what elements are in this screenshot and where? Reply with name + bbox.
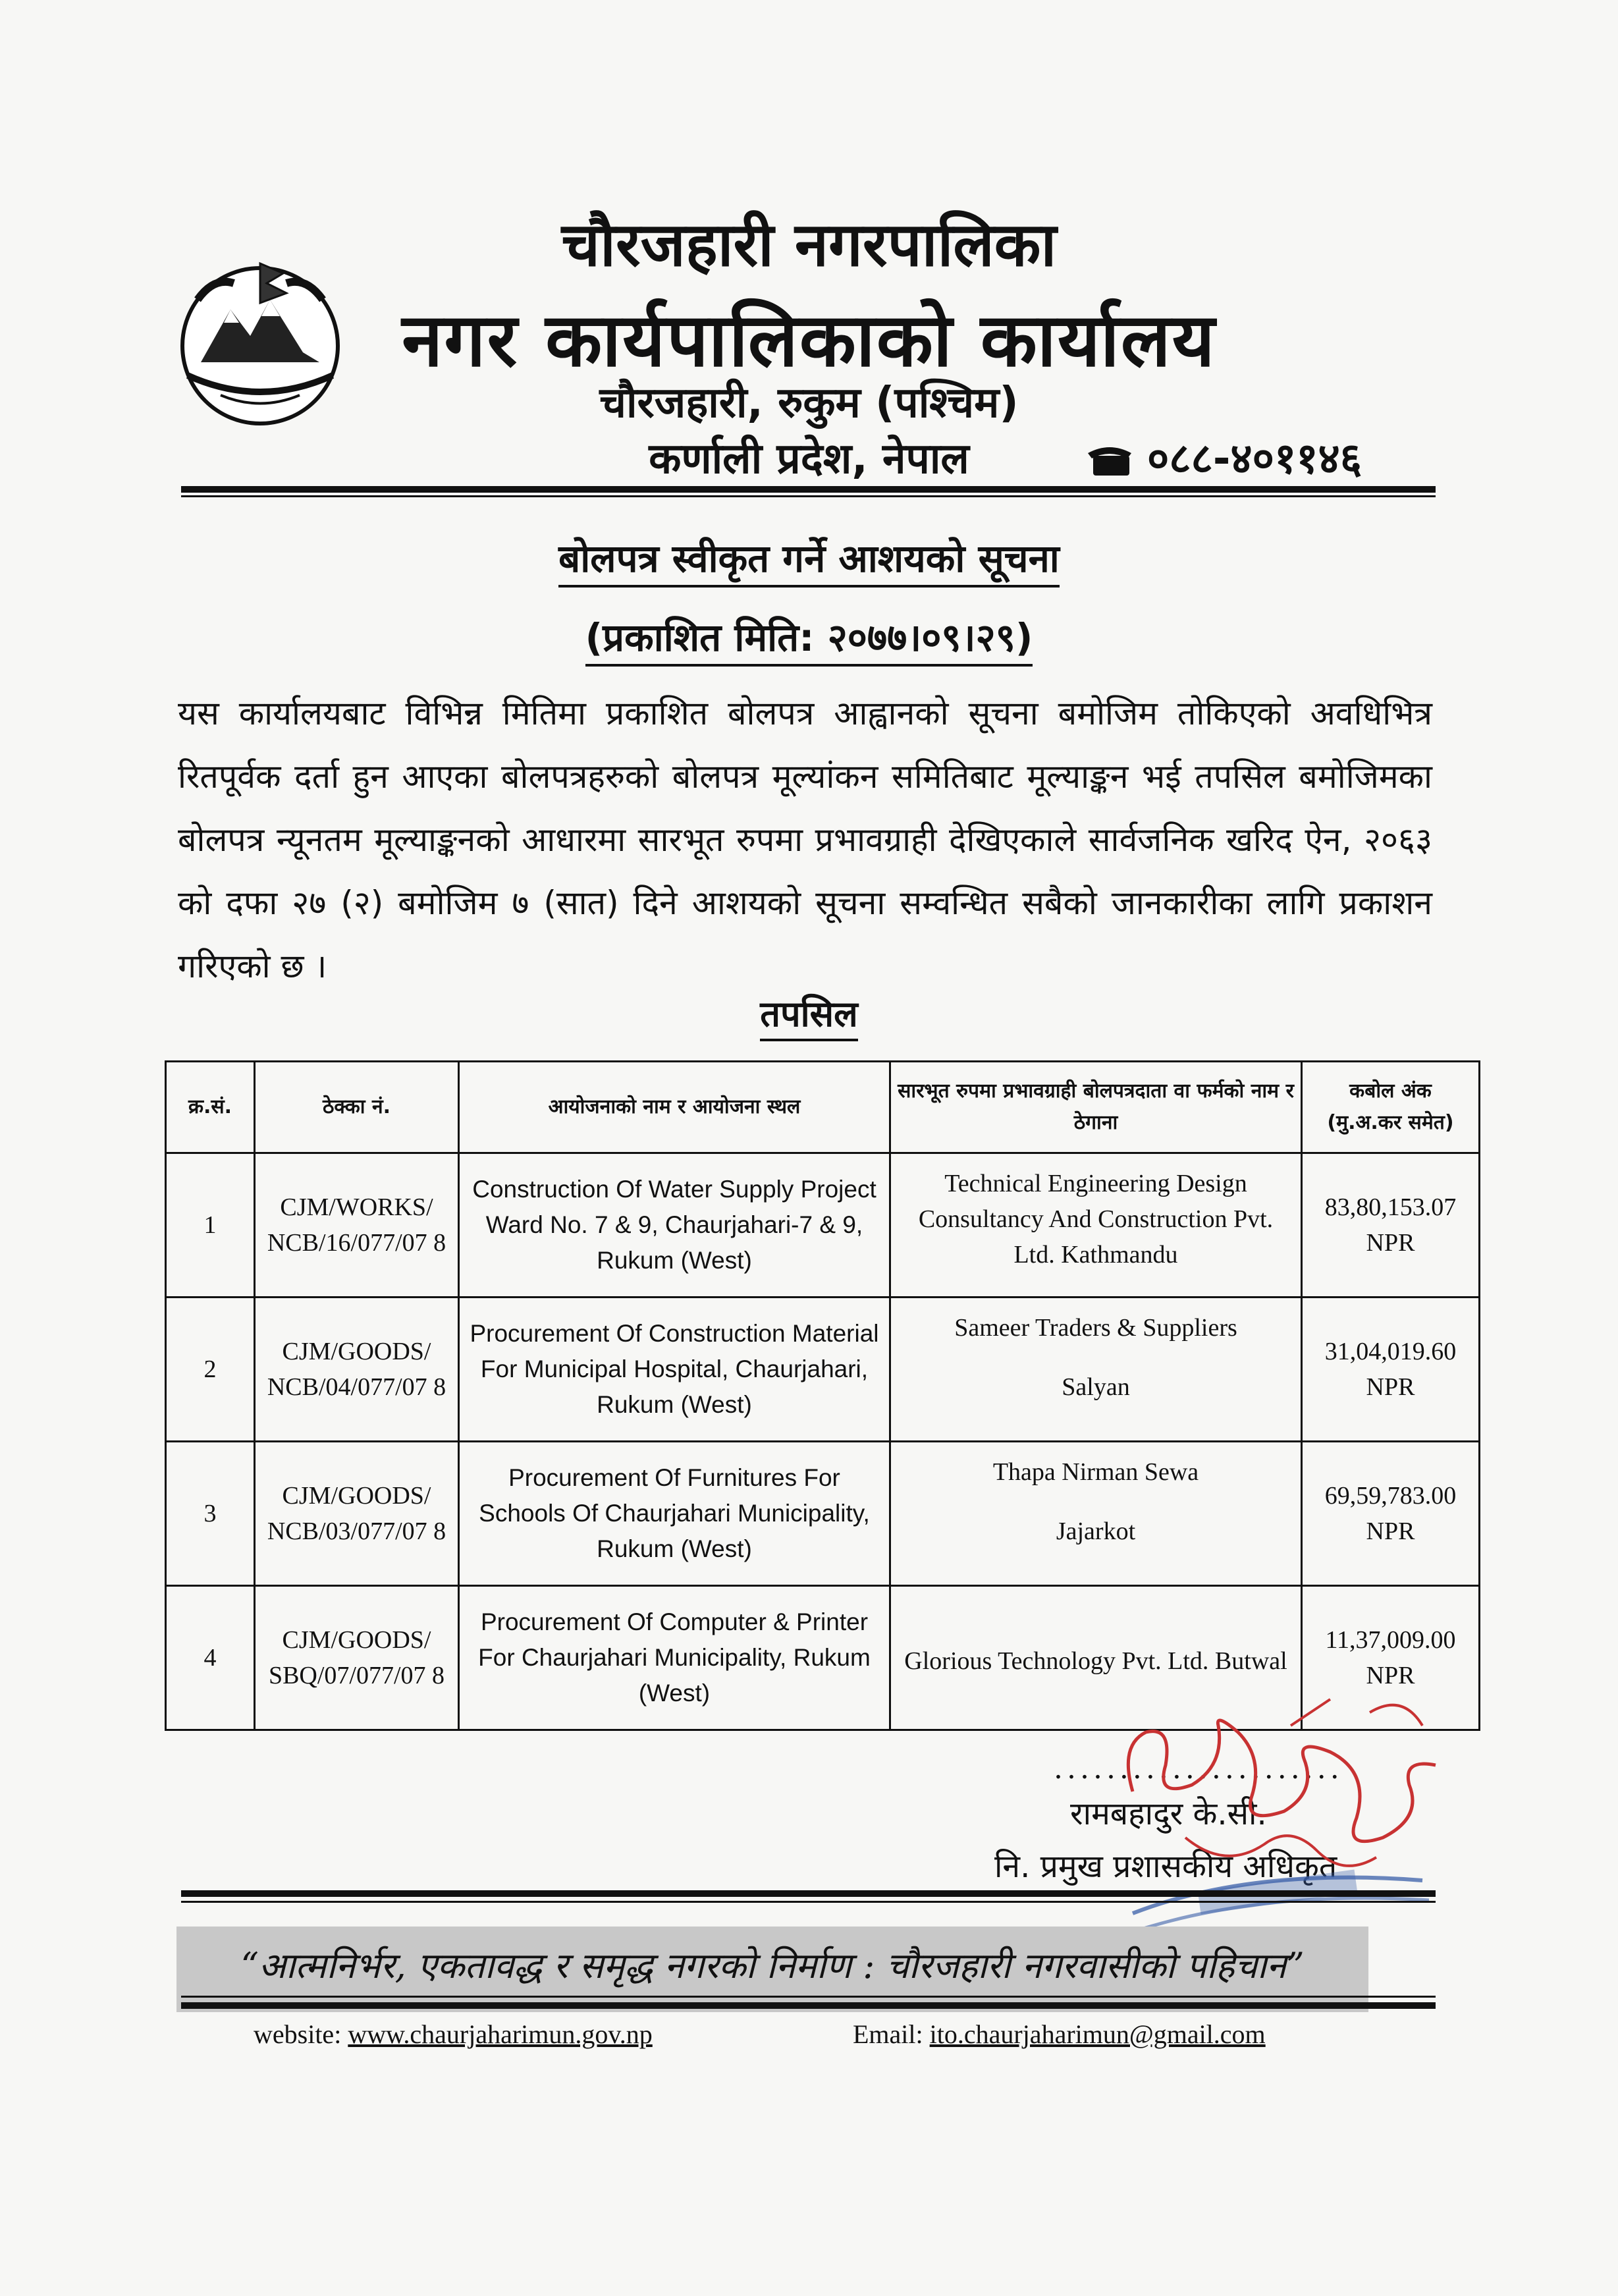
website-label: website: bbox=[254, 2019, 342, 2049]
amount-value: 69,59,783.00 bbox=[1324, 1482, 1457, 1510]
website-link[interactable]: www.chaurjaharimun.gov.np bbox=[348, 2019, 653, 2049]
table-row bbox=[166, 1153, 1480, 1298]
published-date: (प्रकाशित मिति: २०७७।०९।२९) bbox=[0, 610, 1618, 662]
cell-amount bbox=[1302, 1298, 1480, 1442]
header-bidder: सारभूत रुपमा प्रभावग्राही बोलपत्रदाता वा फर्मको नाम र ठेगाना bbox=[890, 1062, 1302, 1153]
cell-project: Procurement Of Furnitures For Schools Of Chaurjahari Municipality, Rukum (West) bbox=[459, 1442, 890, 1586]
cell-amount bbox=[1302, 1442, 1480, 1586]
header-rule-thin bbox=[181, 495, 1436, 497]
amount-value: 83,80,153.07 bbox=[1324, 1193, 1457, 1221]
phone-number-text: ०८८-४०११४६ bbox=[1147, 435, 1362, 483]
header-rule-thick bbox=[181, 486, 1436, 493]
amount-currency: NPR bbox=[1366, 1373, 1415, 1401]
office-location-line2: कर्णाली प्रदेश, नेपाल bbox=[649, 435, 969, 483]
notice-title: बोलपत्र स्वीकृत गर्ने आशयको सूचना bbox=[0, 531, 1618, 583]
cell-contract-no: CJM/GOODS/ NCB/04/077/07 8 bbox=[255, 1298, 459, 1442]
cell-contract-no: CJM/GOODS/ NCB/03/077/07 8 bbox=[255, 1442, 459, 1586]
bidder-name: Technical Engineering Design Consultancy And Construction Pvt. Ltd. Kathmandu bbox=[918, 1170, 1274, 1269]
signer-name: रामबहादुर के.सी. bbox=[1070, 1795, 1267, 1832]
footer-rule-thick-top bbox=[181, 1890, 1436, 1897]
amount-currency: NPR bbox=[1366, 1662, 1415, 1689]
phone-number bbox=[1087, 428, 1362, 485]
cell-project: Construction Of Water Supply Project Ward No. 7 & 9, Chaurjahari-7 & 9, Rukum (West) bbox=[459, 1153, 890, 1298]
email-label: Email: bbox=[853, 2019, 923, 2049]
table-row bbox=[166, 1298, 1480, 1442]
telephone-icon bbox=[1087, 444, 1133, 478]
cell-bidder bbox=[890, 1153, 1302, 1298]
header-project: आयोजनाको नाम र आयोजना स्थल bbox=[459, 1062, 890, 1153]
cell-bidder bbox=[890, 1298, 1302, 1442]
table-header-row bbox=[166, 1062, 1480, 1153]
signature-dots: ...................... bbox=[1054, 1752, 1343, 1786]
cell-sn: 1 bbox=[166, 1153, 255, 1298]
cell-project: Procurement Of Construction Material For Municipal Hospital, Chaurjahari, Rukum (West) bbox=[459, 1298, 890, 1442]
cell-contract-no: CJM/GOODS/ SBQ/07/077/07 8 bbox=[255, 1586, 459, 1730]
amount-currency: NPR bbox=[1366, 1517, 1415, 1545]
office-location-line1: चौरजहारी, रुकुम (पश्चिम) bbox=[599, 379, 1019, 427]
cell-amount bbox=[1302, 1153, 1480, 1298]
office-title: नगर कार्यपालिकाको कार्यालय bbox=[402, 298, 1216, 383]
bidder-address: Salyan bbox=[1062, 1373, 1130, 1401]
bidder-name: Glorious Technology Pvt. Ltd. Butwal bbox=[904, 1647, 1287, 1675]
header-contract-no: ठेक्का नं. bbox=[255, 1062, 459, 1153]
motto: “आत्मनिर्भर, एकतावद्ध र समृद्ध नगरको निर्माण : चौरजहारी नगरवासीको पहिचान” bbox=[240, 1945, 1305, 1986]
office-name: चौरजहारी नगरपालिका bbox=[561, 209, 1057, 280]
cell-bidder bbox=[890, 1442, 1302, 1586]
table-row bbox=[166, 1442, 1480, 1586]
cell-sn: 3 bbox=[166, 1442, 255, 1586]
cell-contract-no: CJM/WORKS/ NCB/16/077/07 8 bbox=[255, 1153, 459, 1298]
signer-title: नि. प्रमुख प्रशासकीय अधिकृत bbox=[994, 1848, 1337, 1885]
schedule-heading: तपसिल bbox=[0, 988, 1618, 1037]
header-amount: कबोल अंक (मु.अ.कर समेत) bbox=[1302, 1062, 1480, 1153]
cell-sn: 2 bbox=[166, 1298, 255, 1442]
award-table bbox=[165, 1060, 1480, 1731]
notice-body: यस कार्यालयबाट विभिन्न मितिमा प्रकाशित बोलपत्र आह्वानको सूचना बमोजिम तोकिएको अवधिभित्र रितपूर्वक दर्ता हुन आएका बोलपत्रहरुको बोलपत्र मूल्यांकन समितिबाट मूल्याङ्कन भई तपसिल बमोजिमका बोलपत्र न्यूनतम मूल्याङ्कनको आधारमा सारभूत रुपमा प्रभावग्राही देखिएकाले सार्वजनिक खरिद ऐन, २०६३ को दफा २७ (२) बमोजिम ७ (सात) दिने आशयको सूचना सम्वन्धित सबैको जानकारीका लागि प्रकाशन गरिएको छ । bbox=[178, 694, 1432, 985]
amount-value: 11,37,009.00 bbox=[1325, 1626, 1456, 1654]
footer-website bbox=[254, 2019, 653, 2050]
footer-rule-thin-bottom bbox=[181, 1996, 1436, 1998]
footer-rule-thin-top bbox=[181, 1901, 1436, 1903]
cell-project: Procurement Of Computer & Printer For Chaurjahari Municipality, Rukum (West) bbox=[459, 1586, 890, 1730]
bidder-name: Sameer Traders & Suppliers bbox=[954, 1314, 1237, 1342]
cell-sn: 4 bbox=[166, 1586, 255, 1730]
bidder-name: Thapa Nirman Sewa bbox=[992, 1458, 1199, 1486]
amount-currency: NPR bbox=[1366, 1229, 1415, 1257]
email-link[interactable]: ito.chaurjaharimun@gmail.com bbox=[929, 2019, 1266, 2049]
header-sn: क्र.सं. bbox=[166, 1062, 255, 1153]
footer-rule-thick-bottom bbox=[181, 2002, 1436, 2009]
footer-email bbox=[853, 2019, 1266, 2050]
bidder-address: Jajarkot bbox=[1056, 1517, 1136, 1545]
amount-value: 31,04,019.60 bbox=[1324, 1338, 1457, 1365]
